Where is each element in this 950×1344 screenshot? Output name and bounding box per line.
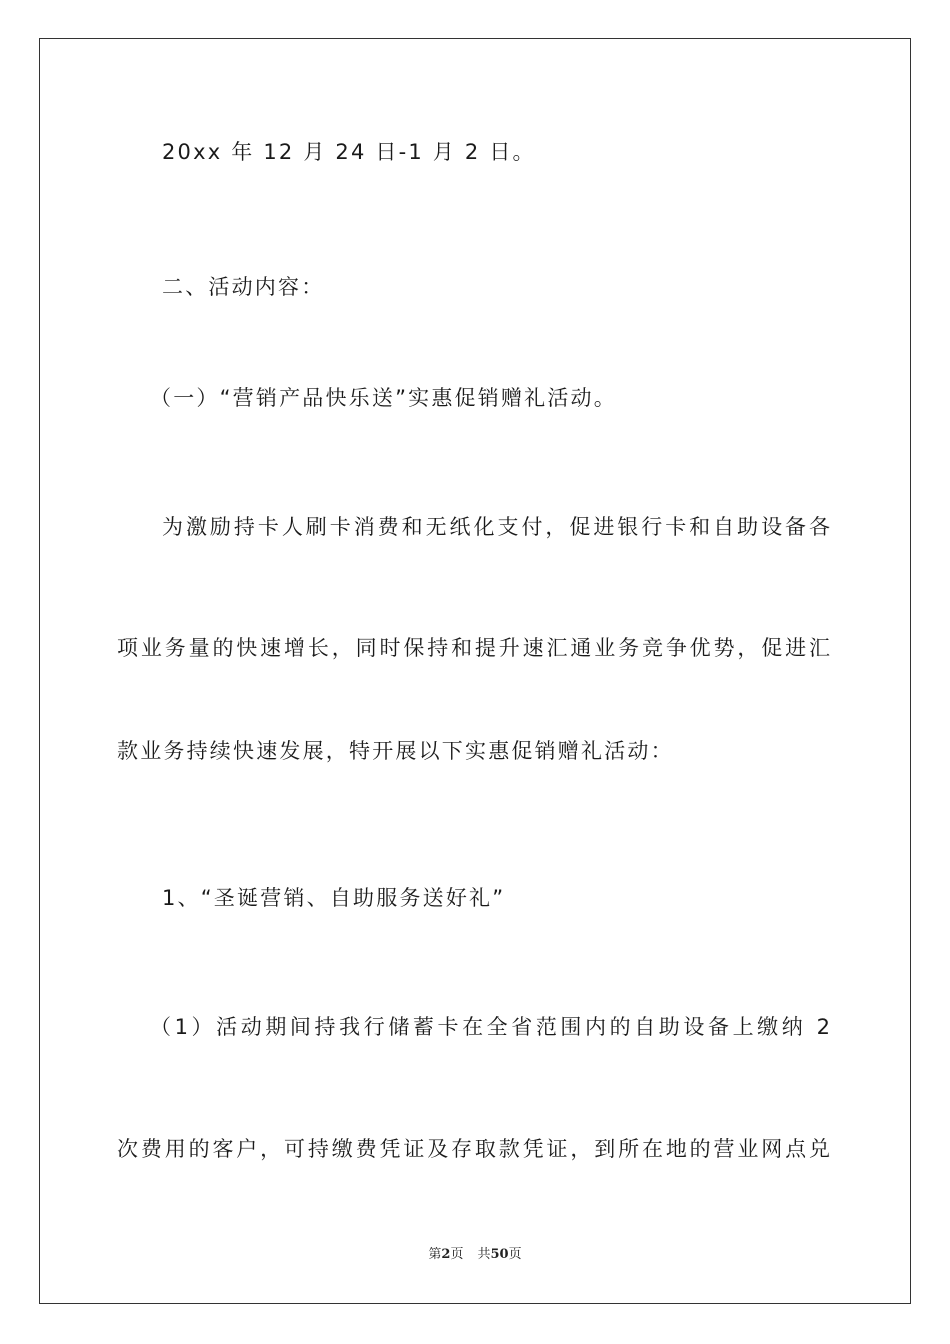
page-frame bbox=[39, 38, 911, 1304]
footer-total-number: 50 bbox=[490, 1247, 509, 1262]
paragraph-line-3: 款业务持续快速发展，特开展以下实惠促销赠礼活动： bbox=[117, 739, 674, 763]
subsection-heading: （一）“营销产品快乐送”实惠促销赠礼活动。 bbox=[150, 386, 617, 410]
paragraph-line-1: 为激励持卡人刷卡消费和无纸化支付，促进银行卡和自助设备各 bbox=[162, 515, 830, 539]
item-paragraph-line-2: 次费用的客户，可持缴费凭证及存取款凭证，到所在地的营业网点兑 bbox=[117, 1137, 830, 1161]
item-heading: 1、“圣诞营销、自助服务送好礼” bbox=[162, 886, 506, 910]
footer-page-suffix: 页 bbox=[450, 1247, 464, 1262]
footer-total-suffix: 页 bbox=[508, 1247, 522, 1262]
footer-total-prefix: 共 bbox=[477, 1247, 491, 1262]
footer-page-number: 2 bbox=[441, 1247, 451, 1262]
date-range-line: 20xx 年 12 月 24 日-1 月 2 日。 bbox=[162, 140, 536, 164]
section-heading: 二、活动内容： bbox=[162, 275, 325, 299]
paragraph-line-2: 项业务量的快速增长，同时保持和提升速汇通业务竞争优势，促进汇 bbox=[117, 636, 830, 660]
item-paragraph-line-1: （1）活动期间持我行储蓄卡在全省范围内的自助设备上缴纳 2 bbox=[150, 1015, 830, 1039]
footer-page-prefix: 第 bbox=[428, 1247, 442, 1262]
page-footer bbox=[0, 1246, 950, 1264]
